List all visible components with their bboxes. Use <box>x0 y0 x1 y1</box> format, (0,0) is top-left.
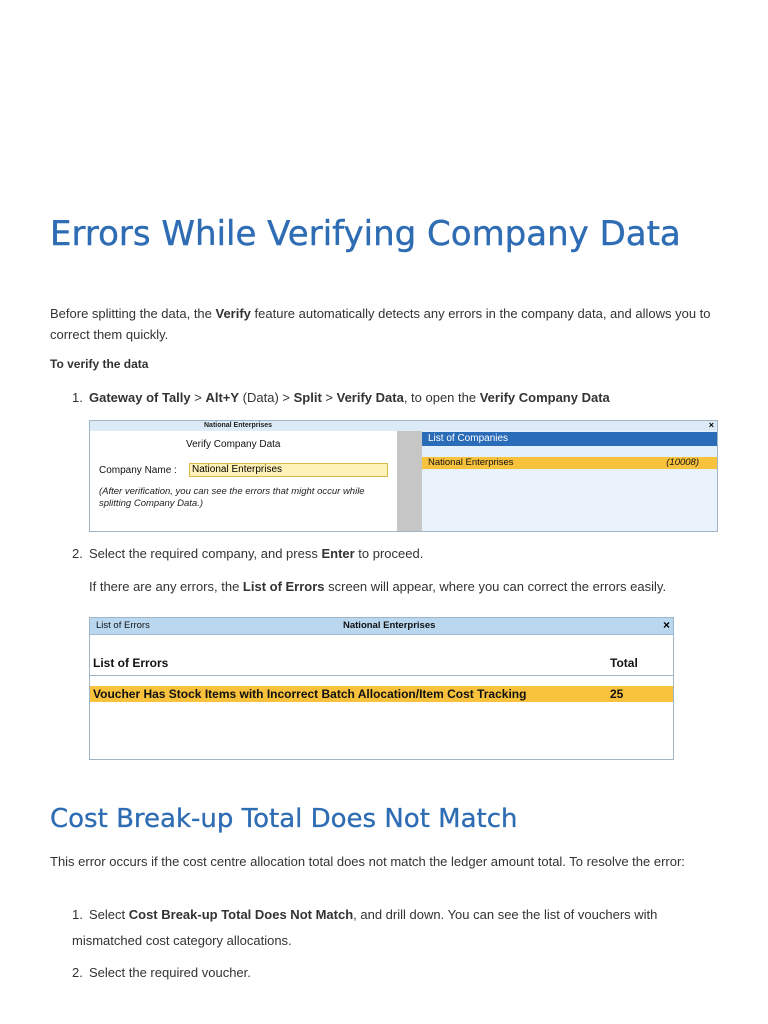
menu-path-split: Split <box>293 390 322 405</box>
column-header-total: Total <box>610 656 638 670</box>
column-header-list-of-errors: List of Errors <box>93 656 169 670</box>
page-title: Errors While Verifying Company Data <box>50 214 681 254</box>
header-divider <box>90 675 673 676</box>
verify-form-panel <box>90 431 397 532</box>
note-text: screen will appear, where you can correct the errors easily. <box>324 579 667 594</box>
path-separator: > <box>321 390 337 405</box>
intro-bold-verify: Verify <box>215 306 251 321</box>
step-2 <box>72 541 722 567</box>
section-step-1 <box>72 902 722 954</box>
step-text: Select <box>89 907 129 922</box>
list-of-companies-header: List of Companies <box>422 432 718 446</box>
error-row-total: 25 <box>610 687 624 701</box>
section-paragraph: This error occurs if the cost centre allocation total does not match the ledger amount total. To resolve the error: <box>50 854 685 869</box>
company-name-field[interactable]: National Enterprises <box>189 463 388 477</box>
step-number: 1. <box>72 390 83 405</box>
list-of-companies-panel <box>422 431 718 532</box>
company-list-item[interactable] <box>422 457 718 469</box>
option-cost-breakup: Cost Break-up Total Does Not Match <box>128 907 354 922</box>
section-step-2 <box>72 960 722 986</box>
path-separator: (Data) > <box>239 390 294 405</box>
verification-note: (After verification, you can see the errors that might occur while splitting Company Data.) <box>99 486 365 509</box>
step-1 <box>72 385 722 411</box>
key-enter: Enter <box>321 546 355 561</box>
window-title-bar <box>90 618 673 635</box>
screen-name-verify-company-data: Verify Company Data <box>479 390 610 405</box>
path-separator: > <box>190 390 206 405</box>
verify-company-data-screenshot <box>89 420 718 532</box>
step-number: 2. <box>72 965 83 980</box>
error-row[interactable] <box>90 686 673 702</box>
close-icon[interactable]: × <box>708 420 714 430</box>
step-text: , and drill down. You can see the list of vouchers with mismatched cost category allocations. <box>72 907 658 948</box>
step-text: , to open the <box>403 390 480 405</box>
list-empty-area <box>422 470 718 532</box>
panel-divider <box>397 431 422 532</box>
form-title: Verify Company Data <box>186 439 281 450</box>
errors-note-paragraph <box>89 576 719 597</box>
menu-path-gateway: Gateway of Tally <box>89 390 191 405</box>
window-screen-name: List of Errors <box>96 620 150 631</box>
intro-paragraph <box>50 303 730 345</box>
company-list-item-code: (10008) <box>666 457 699 468</box>
error-row-label: Voucher Has Stock Items with Incorrect Batch Allocation/Item Cost Tracking <box>93 687 527 701</box>
window-title: National Enterprises <box>204 422 273 429</box>
company-name-label: Company Name : <box>99 465 177 476</box>
company-list-item-name: National Enterprises <box>428 457 514 468</box>
step-number: 2. <box>72 546 83 561</box>
subheading-to-verify: To verify the data <box>50 357 149 371</box>
list-of-errors-screenshot <box>89 617 674 760</box>
window-company-name: National Enterprises <box>343 620 436 631</box>
step-text: Select the required company, and press <box>89 546 322 561</box>
step-text: to proceed. <box>354 546 424 561</box>
step-text: Select the required voucher. <box>89 965 251 980</box>
close-icon[interactable]: × <box>662 618 670 632</box>
intro-text-rest: feature automatically detects any errors in the company data, and allows you to correct them quickly. <box>50 306 711 342</box>
step-number: 1. <box>72 907 83 922</box>
menu-path-verify-data: Verify Data <box>336 390 404 405</box>
section-heading-cost-breakup: Cost Break-up Total Does Not Match <box>50 804 518 834</box>
intro-text: Before splitting the data, the <box>50 306 216 321</box>
screen-name-list-of-errors: List of Errors <box>242 579 325 594</box>
note-text: If there are any errors, the <box>89 579 243 594</box>
menu-path-alt-y: Alt+Y <box>205 390 240 405</box>
